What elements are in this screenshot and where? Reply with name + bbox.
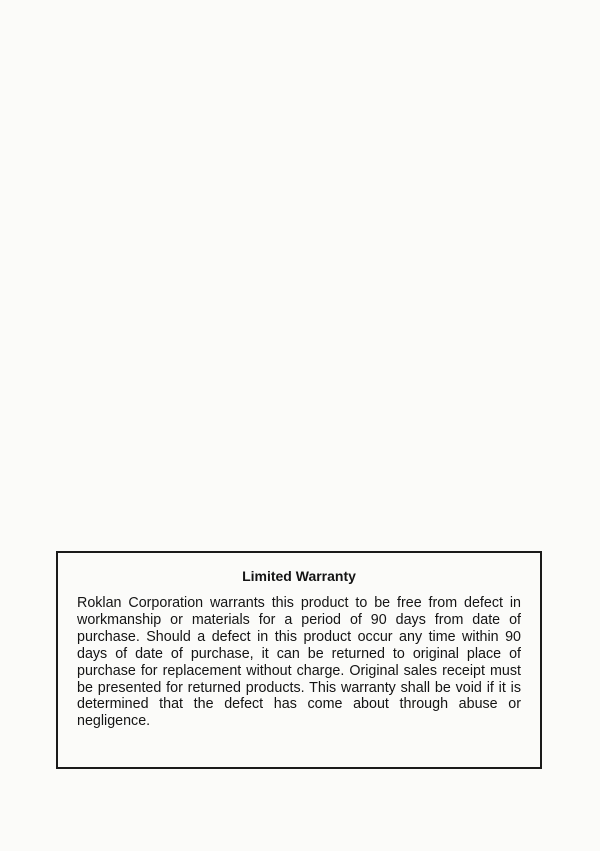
warranty-title: Limited Warranty bbox=[242, 568, 356, 584]
limited-warranty-box bbox=[56, 551, 542, 769]
warranty-body-text: Roklan Corporation warrants this product to be free from defect in workmanship or materials for a period of 90 days from date of purchase. Should a defect in this product occur any time within 90 days of date of purchase, it can be returned to original place of purchase for replacement without charge. Original sales receipt must be presented for returned products. This warranty shall be void if it is determined that the defect has come about through abuse or negligence. bbox=[77, 595, 521, 730]
